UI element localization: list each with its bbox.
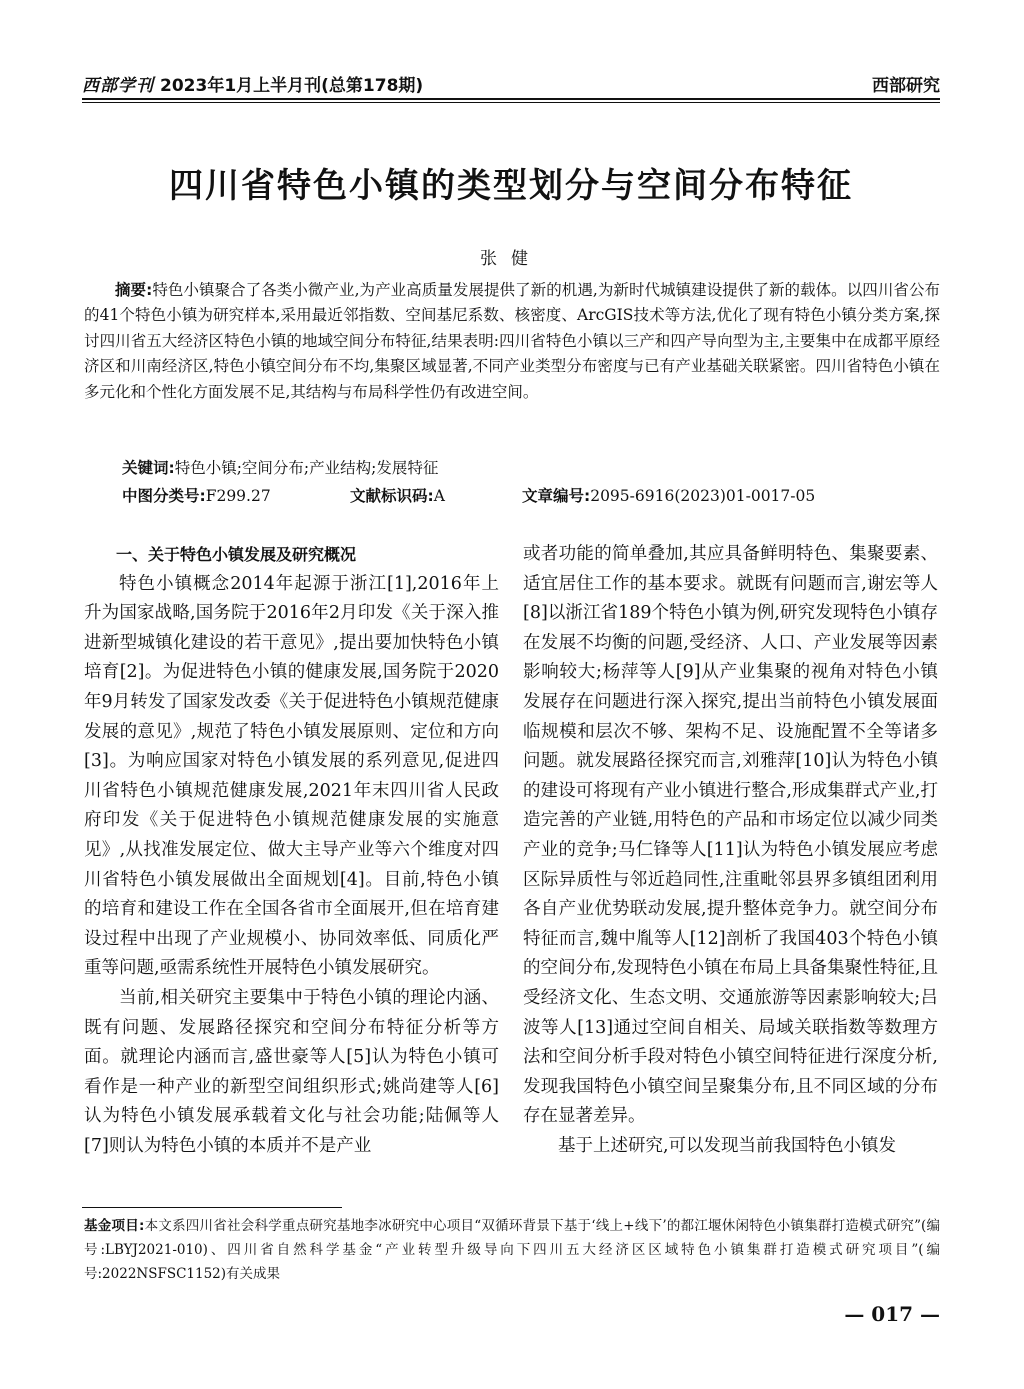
journal-logo: 西部学刊 <box>82 76 154 96</box>
clc-value: F299.27 <box>205 487 271 505</box>
body-paragraph: 当前,相关研究主要集中于特色小镇的理论内涵、既有问题、发展路径探究和空间分布特征分析等方面。就理论内涵而言,盛世豪等人[5]认为特色小镇可看作是一种产业的新型空间组织形式;姚尚建等人[6]认为特色小镇发展承载着文化与社会功能;陆佩等人[7]则认为特色小镇的本质并不是产业 <box>84 987 499 1156</box>
journal-issue <box>82 71 423 96</box>
column-name: 西部研究 <box>872 76 940 96</box>
article-no-label: 文章编号: <box>522 487 591 505</box>
keywords-label: 关键词: <box>122 459 175 477</box>
article-title: 四川省特色小镇的类型划分与空间分布特征 <box>169 166 853 206</box>
header-rule-bottom <box>82 102 940 103</box>
article-number <box>522 484 815 506</box>
article-no-value: 2095-6916(2023)01-0017-05 <box>590 487 816 505</box>
section-heading: 一、关于特色小镇发展及研究概况 <box>116 545 357 564</box>
body-paragraph: 基于上述研究,可以发现当前我国特色小镇发 <box>558 1135 897 1156</box>
body-paragraph: 特色小镇概念2014年起源于浙江[1],2016年上升为国家战略,国务院于2016年2月印发《关于深入推进新型城镇化建设的若干意见》,提出要加快特色小镇培育[2]。为促进特色小镇的健康发展,国务院于2020年9月转发了国家发改委《关于促进特色小镇规范健康发展的意见》,规范了特色小镇发展原则、定位和方向[3]。为响应国家对特色小镇发展的系列意见,促进四川省特色小镇规范健康发展,2021年末四川省人民政府印发《关于促进特色小镇规范健康发展的实施意见》,从找准发展定位、做大主导产业等六个维度对四川省特色小镇发展做出全面规划[4]。目前,特色小镇的培育和建设工作在全国各省市全面展开,但在培育建设过程中出现了产业规模小、协同效率低、同质化严重等问题,亟需系统性开展特色小镇发展研究。 <box>84 573 499 979</box>
clc-number <box>122 484 271 506</box>
issue-info: 2023年1月上半月刊(总第178期) <box>160 76 424 96</box>
header-rule-top <box>82 98 940 100</box>
abstract-label: 摘要: <box>115 281 153 299</box>
keywords-text: 特色小镇;空间分布;产业结构;发展特征 <box>174 459 439 477</box>
abstract <box>84 278 940 405</box>
document-code <box>350 484 445 506</box>
running-header <box>82 66 940 96</box>
clc-label: 中图分类号: <box>122 487 206 505</box>
funding-footnote <box>84 1214 940 1286</box>
author-name: 张健 <box>480 249 542 269</box>
doc-code-value: A <box>433 487 445 505</box>
footnote-rule <box>82 1207 342 1208</box>
abstract-paragraph <box>84 278 940 405</box>
abstract-text: 特色小镇聚合了各类小微产业,为产业高质量发展提供了新的机遇,为新时代城镇建设提供了新的载体。以四川省公布的41个特色小镇为研究样本,采用最近邻指数、空间基尼系数、核密度、ArcGIS技术等方法,优化了现有特色小镇分类方案,探讨四川省五大经济区特色小镇的地域空间分布特征,结果表明:四川省特色小镇以三产和四产导向型为主,主要集中在成都平原经济区和川南经济区,特色小镇空间分布不均,集聚区域显著,不同产业类型分布密度与已有产业基础关联紧密。四川省特色小镇在多元化和个性化方面发展不足,其结构与布局科学性仍有改进空间。 <box>84 281 940 401</box>
body-column-right <box>523 540 938 1161</box>
keywords <box>122 456 438 478</box>
footnote-text: 本文系四川省社会科学重点研究基地李冰研究中心项目“双循环背景下基于‘线上+线下’的都江堰休闲特色小镇集群打造模式研究”(编号:LBYJ2021-010)、四川省自然科学基金“产业转型升级导向下四川五大经济区区域特色小镇集群打造模式研究项目”(编号:2022NSFSC1152)有关成果 <box>84 1218 941 1282</box>
doc-code-label: 文献标识码: <box>350 487 434 505</box>
body-paragraph: 或者功能的简单叠加,其应具备鲜明特色、集聚要素、适宜居住工作的基本要求。就既有问题而言,谢宏等人[8]以浙江省189个特色小镇为例,研究发现特色小镇存在发展不均衡的问题,受经济、人口、产业发展等因素影响较大;杨萍等人[9]从产业集聚的视角对特色小镇发展存在问题进行深入探究,提出当前特色小镇发展面临规模和层次不够、架构不足、设施配置不全等诸多问题。就发展路径探究而言,刘雅萍[10]认为特色小镇的建设可将现有产业小镇进行整合,形成集群式产业,打造完善的产业链,用特色的产品和市场定位以减少同类产业的竞争;马仁锋等人[11]认为特色小镇发展应考虑区际异质性与邻近趋同性,注重毗邻县界多镇组团利用各自产业优势联动发展,提升整体竞争力。就空间分布特征而言,魏中胤等人[12]剖析了我国403个特色小镇的空间分布,发现特色小镇在布局上具备集聚性特征,且受经济文化、生态文明、交通旅游等因素影响较大;吕波等人[13]通过空间自相关、局域关联指数等数理方法和空间分析手段对特色小镇空间特征进行深度分析,发现我国特色小镇空间呈聚集分布,且不同区域的分布存在显著差异。 <box>523 544 938 1127</box>
page-number: — 017 — <box>844 1302 940 1326</box>
body-column-left <box>84 540 499 1161</box>
footnote-label: 基金项目: <box>84 1218 145 1234</box>
